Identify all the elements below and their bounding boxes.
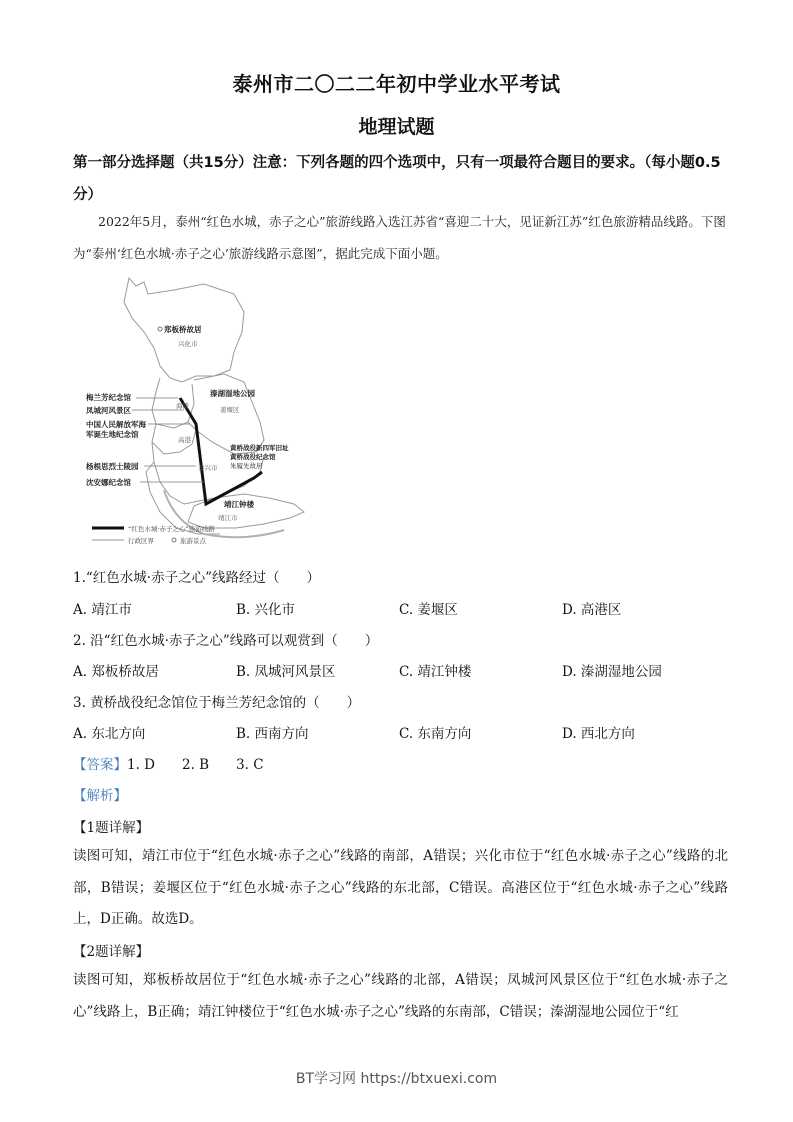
legend-route: “红色水城·赤子之心”旅游线路 [128,525,215,533]
answer-line [73,753,264,773]
map-label-jiangyan: 姜堰区 [220,406,240,414]
q3-option-d: D. 西北方向 [562,726,635,742]
q2-option-b: B. 凤城河风景区 [236,664,336,680]
map-label-zhuxing: 朱履先故居 [230,462,263,470]
map-label-hailing: 海陵 [176,402,189,410]
question-3-options [73,722,733,742]
question-2-options [73,660,733,680]
question-1-stem: 1.“红色水城·赤子之心”线路经过（ ） [73,570,320,586]
map-label-huangqiao2: 黄桥战役纪念馆 [230,453,276,461]
exam-title: 泰州市二〇二二年初中学业水平考试 [232,72,561,96]
q2-detail-text: 读图可知，郑板桥故居位于“红色水城·赤子之心”线路的北部，A错误；凤城河风景区位于“红色水城·赤子之心”线路上，B正确；靖江钟楼位于“红色水城·赤子之心”线路的东南部，C错误；溱湖湿地公园位于“红 [73,972,728,1020]
question-2-stem: 2. 沿“红色水城·赤子之心”线路可以观赏到（ ） [73,633,379,649]
q1-option-b: B. 兴化市 [236,602,296,618]
exam-subtitle: 地理试题 [358,116,435,138]
map-legend [92,524,215,545]
q3-option-b: B. 西南方向 [236,726,309,742]
map-svg [84,272,324,554]
answer-value: 1. D 2. B 3. C [127,757,264,773]
section-heading: 第一部分选择题（共15分）注意：下列各题的四个选项中，只有一项最符合题目的要求。（每小题0.5分） [73,155,721,203]
legend-scenic: 旅游景点 [180,537,206,545]
map-label-xinghua: 兴化市 [178,340,198,348]
map-label-zhengbanqiao: 郑板桥故居 [164,325,202,334]
q3-option-c: C. 东南方向 [399,726,472,742]
map-label-qinhu: 溱湖湿地公园 [210,389,255,398]
map-label-pla-navy: 中国人民解放军海 [86,420,146,429]
map-label-huangqiao1: 黄桥战役新四军旧址 [230,444,289,452]
q2-option-d: D. 溱湖湿地公园 [562,664,662,680]
map-label-taixing: 泰兴市 [198,464,218,472]
map-label-jingjiang: 靖江市 [218,514,238,522]
question-1-options [73,598,733,618]
route-map-figure [84,272,324,554]
q1-option-d: D. 高港区 [562,602,622,618]
map-label-meilanfang: 梅兰芳纪念馆 [86,393,131,402]
footer-watermark: BT学习网 https://btxuexi.com [295,1071,498,1087]
map-label-shenan: 沈安娜纪念馆 [86,478,131,487]
map-label-gaogang: 高港 [178,436,191,444]
q1-option-c: C. 姜堰区 [399,602,458,618]
question-3-stem: 3. 黄桥战役纪念馆位于梅兰芳纪念馆的（ ） [73,695,361,711]
q2-option-a: A. 郑板桥故居 [73,664,159,680]
map-label-jingjiang-bell: 靖江钟楼 [224,500,254,509]
map-label-yanghe: 杨根思烈士陵园 [86,462,139,471]
map-label-fengcheng: 凤城河风景区 [86,406,131,415]
q2-option-c: C. 靖江钟楼 [399,664,472,680]
answer-label: 【答案】 [73,757,127,773]
analysis-label: 【解析】 [73,788,127,804]
q3-option-a: A. 东北方向 [73,726,146,742]
map-label-pla-navy2: 军诞生地纪念馆 [86,430,139,439]
intro-paragraph: 2022年5月，泰州“红色水城，赤子之心”旅游线路入选江苏省“喜迎二十大，见证新江苏”红色旅游精品线路。下图为“泰州‘红色水城·赤子之心’旅游线路示意图”，据此完成下面小题。 [73,214,726,261]
q1-option-a: A. 靖江市 [73,602,132,618]
legend-boundary: 行政区界 [128,537,154,545]
q2-detail-heading: 【2题详解】 [73,944,150,960]
q1-detail-text: 读图可知，靖江市位于“红色水城·赤子之心”线路的南部，A错误；兴化市位于“红色水城·赤子之心”线路的北部，B错误；姜堰区位于“红色水城·赤子之心”线路的东北部，C错误。高港区位于“红色水城·赤子之心”线路上，D正确。故选D。 [73,848,728,927]
q1-detail-heading: 【1题详解】 [73,820,150,836]
